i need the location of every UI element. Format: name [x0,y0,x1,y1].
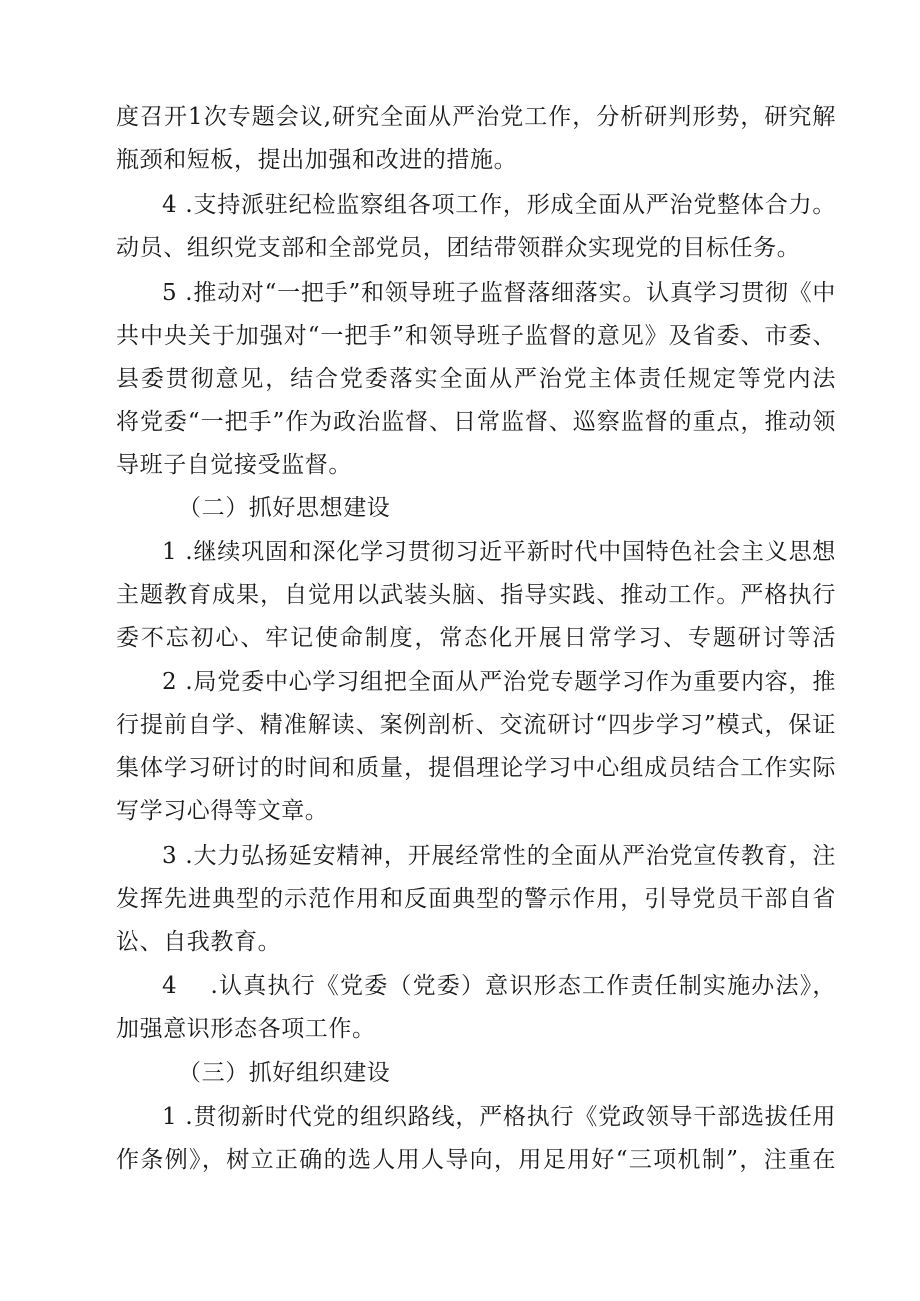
section-heading: （二）抓好思想建设 [178,495,391,521]
paragraph-line: 将党委“一把手”作为政治监督、日常监督、巡察监督的重点，推动领 [116,409,836,435]
paragraph-line: 集体学习研讨的时间和质量，提倡理论学习中心组成员结合工作实际 [116,755,836,781]
paragraph-line: 导班子自觉接受监督。 [116,452,352,478]
paragraph-line: 作条例》，树立正确的选人用人导向，用足用好“三项机制”，注重在 [116,1147,836,1173]
paragraph-line: 共中央关于加强对“一把手”和领导班子监督的意见》及省委、市委、 [116,323,836,349]
paragraph-line: 委不忘初心、牢记使命制度，常态化开展日常学习、专题研讨等活 [116,625,836,651]
paragraph-line: 行提前自学、精准解读、案例剖析、交流研讨“四步学习”模式，保证 [116,712,836,738]
section-heading: （三）抓好组织建设 [178,1060,391,1086]
paragraph-line: 主题教育成果，自觉用以武装头脑、指导实践、推动工作。严格执行 [116,582,836,608]
paragraph-line: 发挥先进典型的示范作用和反面典型的警示作用，引导党员干部自省 [116,886,836,912]
paragraph-line: 2 .局党委中心学习组把全面从严治党专题学习作为重要内容，推 [162,669,836,695]
paragraph-line: 写学习心得等文章。 [116,798,329,824]
paragraph-line: 1 .继续巩固和深化学习贯彻习近平新时代中国特色社会主义思想 [162,539,836,565]
paragraph-line: 瓶颈和短板，提出加强和改进的措施。 [116,147,518,173]
paragraph-line: 讼、自我教育。 [116,929,282,955]
paragraph-line: 县委贯彻意见，结合党委落实全面从严治党主体责任规定等党内法 [116,366,836,392]
paragraph-line: 5 .推动对“一把手”和领导班子监督落细落实。认真学习贯彻《中 [162,280,836,306]
paragraph-line: 4 .认真执行《党委（党委）意识形态工作责任制实施办法》， [162,973,836,999]
paragraph-line: 度召开1次专题会议,研究全面从严治党工作，分析研判形势，研究解 [116,104,836,130]
paragraph-line: 3 .大力弘扬延安精神，开展经常性的全面从严治党宣传教育，注 [162,843,836,869]
paragraph-line: 1 .贯彻新时代党的组织路线，严格执行《党政领导干部选拔任用 [162,1104,836,1130]
paragraph-line: 加强意识形态各项工作。 [116,1016,376,1042]
paragraph-line: 动员、组织党支部和全部党员，团结带领群众实现党的目标任务。 [116,235,801,261]
paragraph-line: 4 .支持派驻纪检监察组各项工作，形成全面从严治党整体合力。 [162,192,836,218]
